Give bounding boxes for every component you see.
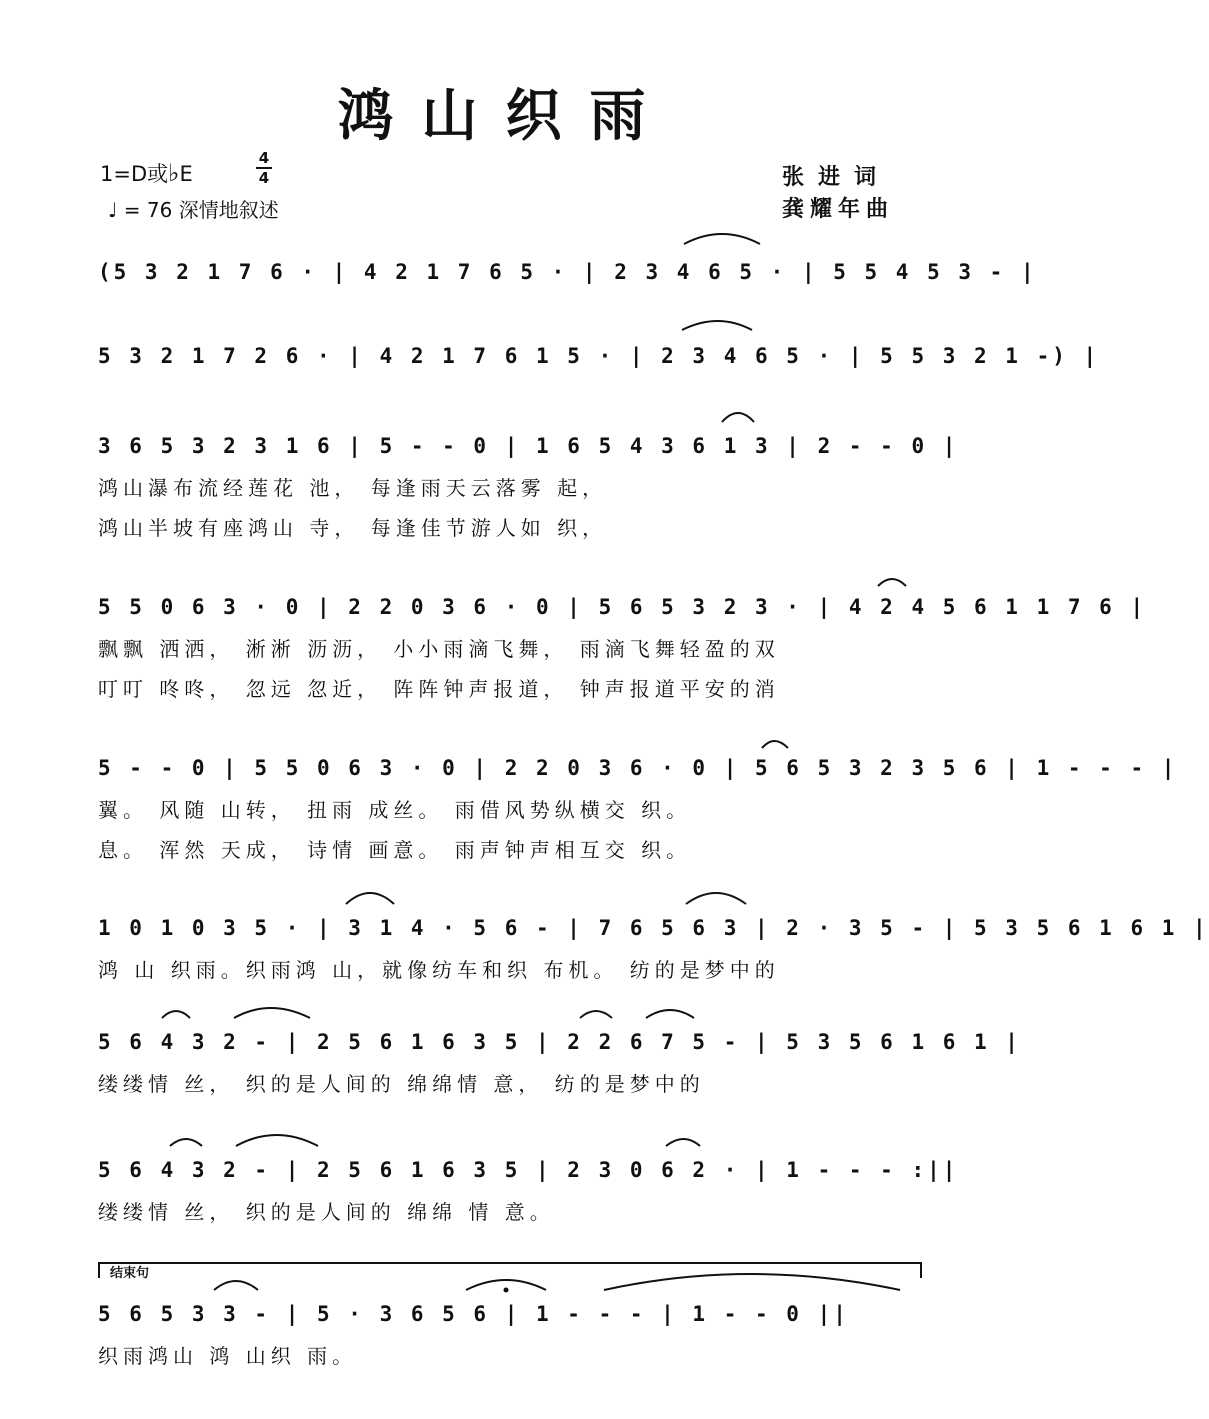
slur-mark	[684, 234, 760, 244]
lyrics-verse-1: 翼。 风随 山转， 扭雨 成丝。 雨借风势纵横交 织。	[98, 798, 692, 822]
ending-label: 结束句	[110, 1266, 150, 1281]
flat-symbol: ♭	[168, 159, 180, 187]
slur-mark	[580, 1011, 612, 1018]
slur-mark	[214, 1281, 258, 1290]
time-top: 4	[258, 149, 270, 167]
notation-row: 1 0 1 0 3 5 · | 3 1 4 · 5 6 - | 7 6 5 6 3 | 2 · 3 5 - | 5 3 5 6 1 6 1 |	[98, 916, 1209, 940]
lyrics-verse-1: 鸿山瀑布流经莲花 池， 每逢雨天云落雾 起，	[98, 476, 608, 500]
composer-credit: 龚耀年曲	[782, 197, 895, 222]
lyrics-verse-1: 缕缕情 丝， 织的是人间的 绵绵 情 意。	[98, 1200, 555, 1224]
lyrics-verse-2: 叮叮 咚咚， 忽远 忽近， 阵阵钟声报道， 钟声报道平安的消	[98, 677, 780, 701]
lyricist-credit: 张进词	[782, 165, 891, 190]
slur-mark	[878, 579, 906, 586]
notation-row: 5 6 5 3 3 - | 5 · 3 6 5 6 | 1 - - - | 1 - - 0 ||	[98, 1302, 849, 1326]
lyrics-verse-2: 息。 浑然 天成， 诗情 画意。 雨声钟声相互交 织。	[98, 838, 692, 862]
notation-row: 3 6 5 3 2 3 1 6 | 5 - - 0 | 1 6 5 4 3 6 1 3 | 2 - - 0 |	[98, 434, 959, 458]
notation-row: 5 6 4 3 2 - | 2 5 6 1 6 3 5 | 2 2 6 7 5 - | 5 3 5 6 1 6 1 |	[98, 1030, 1021, 1054]
slur-mark	[346, 893, 394, 904]
notation-row: 5 - - 0 | 5 5 0 6 3 · 0 | 2 2 0 3 6 · 0 | 5 6 5 3 2 3 5 6 | 1 - - - |	[98, 756, 1178, 780]
notation-row: 5 6 4 3 2 - | 2 5 6 1 6 3 5 | 2 3 0 6 2 · | 1 - - - :||	[98, 1158, 959, 1182]
slur-mark	[762, 741, 788, 748]
slur-mark	[236, 1135, 318, 1146]
key-alt-text: E	[179, 162, 193, 186]
slur-mark	[646, 1010, 694, 1018]
tempo-text: = 76 深情地叙述	[123, 198, 279, 222]
slur-mark	[604, 1274, 900, 1290]
lyrics-verse-1: 缕缕情 丝， 织的是人间的 绵绵情 意， 纺的是梦中的	[98, 1072, 705, 1096]
time-bottom: 4	[258, 169, 270, 187]
notation-row: 5 3 2 1 7 2 6 · | 4 2 1 7 6 1 5 · | 2 3 4 6 5 · | 5 5 3 2 1 -) |	[98, 344, 1100, 368]
quarter-note-icon: ♩	[108, 198, 118, 222]
notation-row: (5 3 2 1 7 6 · | 4 2 1 7 6 5 · | 2 3 4 6 5 · | 5 5 4 5 3 - |	[98, 260, 1037, 284]
fermata-dot	[504, 1288, 509, 1293]
lyrics-verse-1: 鸿 山 织雨。织雨鸿 山，就像纺车和织 布机。 纺的是梦中的	[98, 958, 780, 982]
key-text: 1=D或	[100, 162, 169, 186]
slur-mark	[666, 1139, 700, 1146]
slur-mark	[722, 413, 754, 422]
slur-mark	[162, 1011, 190, 1018]
lyrics-verse-1: 飘飘 洒洒， 淅淅 沥沥， 小小雨滴飞舞， 雨滴飞舞轻盈的双	[98, 637, 780, 661]
slur-mark	[234, 1008, 310, 1018]
song-title: 鸿山织雨	[337, 83, 674, 149]
slur-mark	[686, 893, 746, 904]
notation-row: 5 5 0 6 3 · 0 | 2 2 0 3 6 · 0 | 5 6 5 3 2 3 · | 4 2 4 5 6 1 1 7 6 |	[98, 595, 1147, 619]
slur-mark	[682, 321, 752, 330]
lyrics-verse-1: 织雨鸿山 鸿 山织 雨。	[98, 1344, 358, 1368]
lyrics-verse-2: 鸿山半坡有座鸿山 寺， 每逢佳节游人如 织，	[98, 516, 608, 540]
slur-mark	[170, 1139, 202, 1146]
